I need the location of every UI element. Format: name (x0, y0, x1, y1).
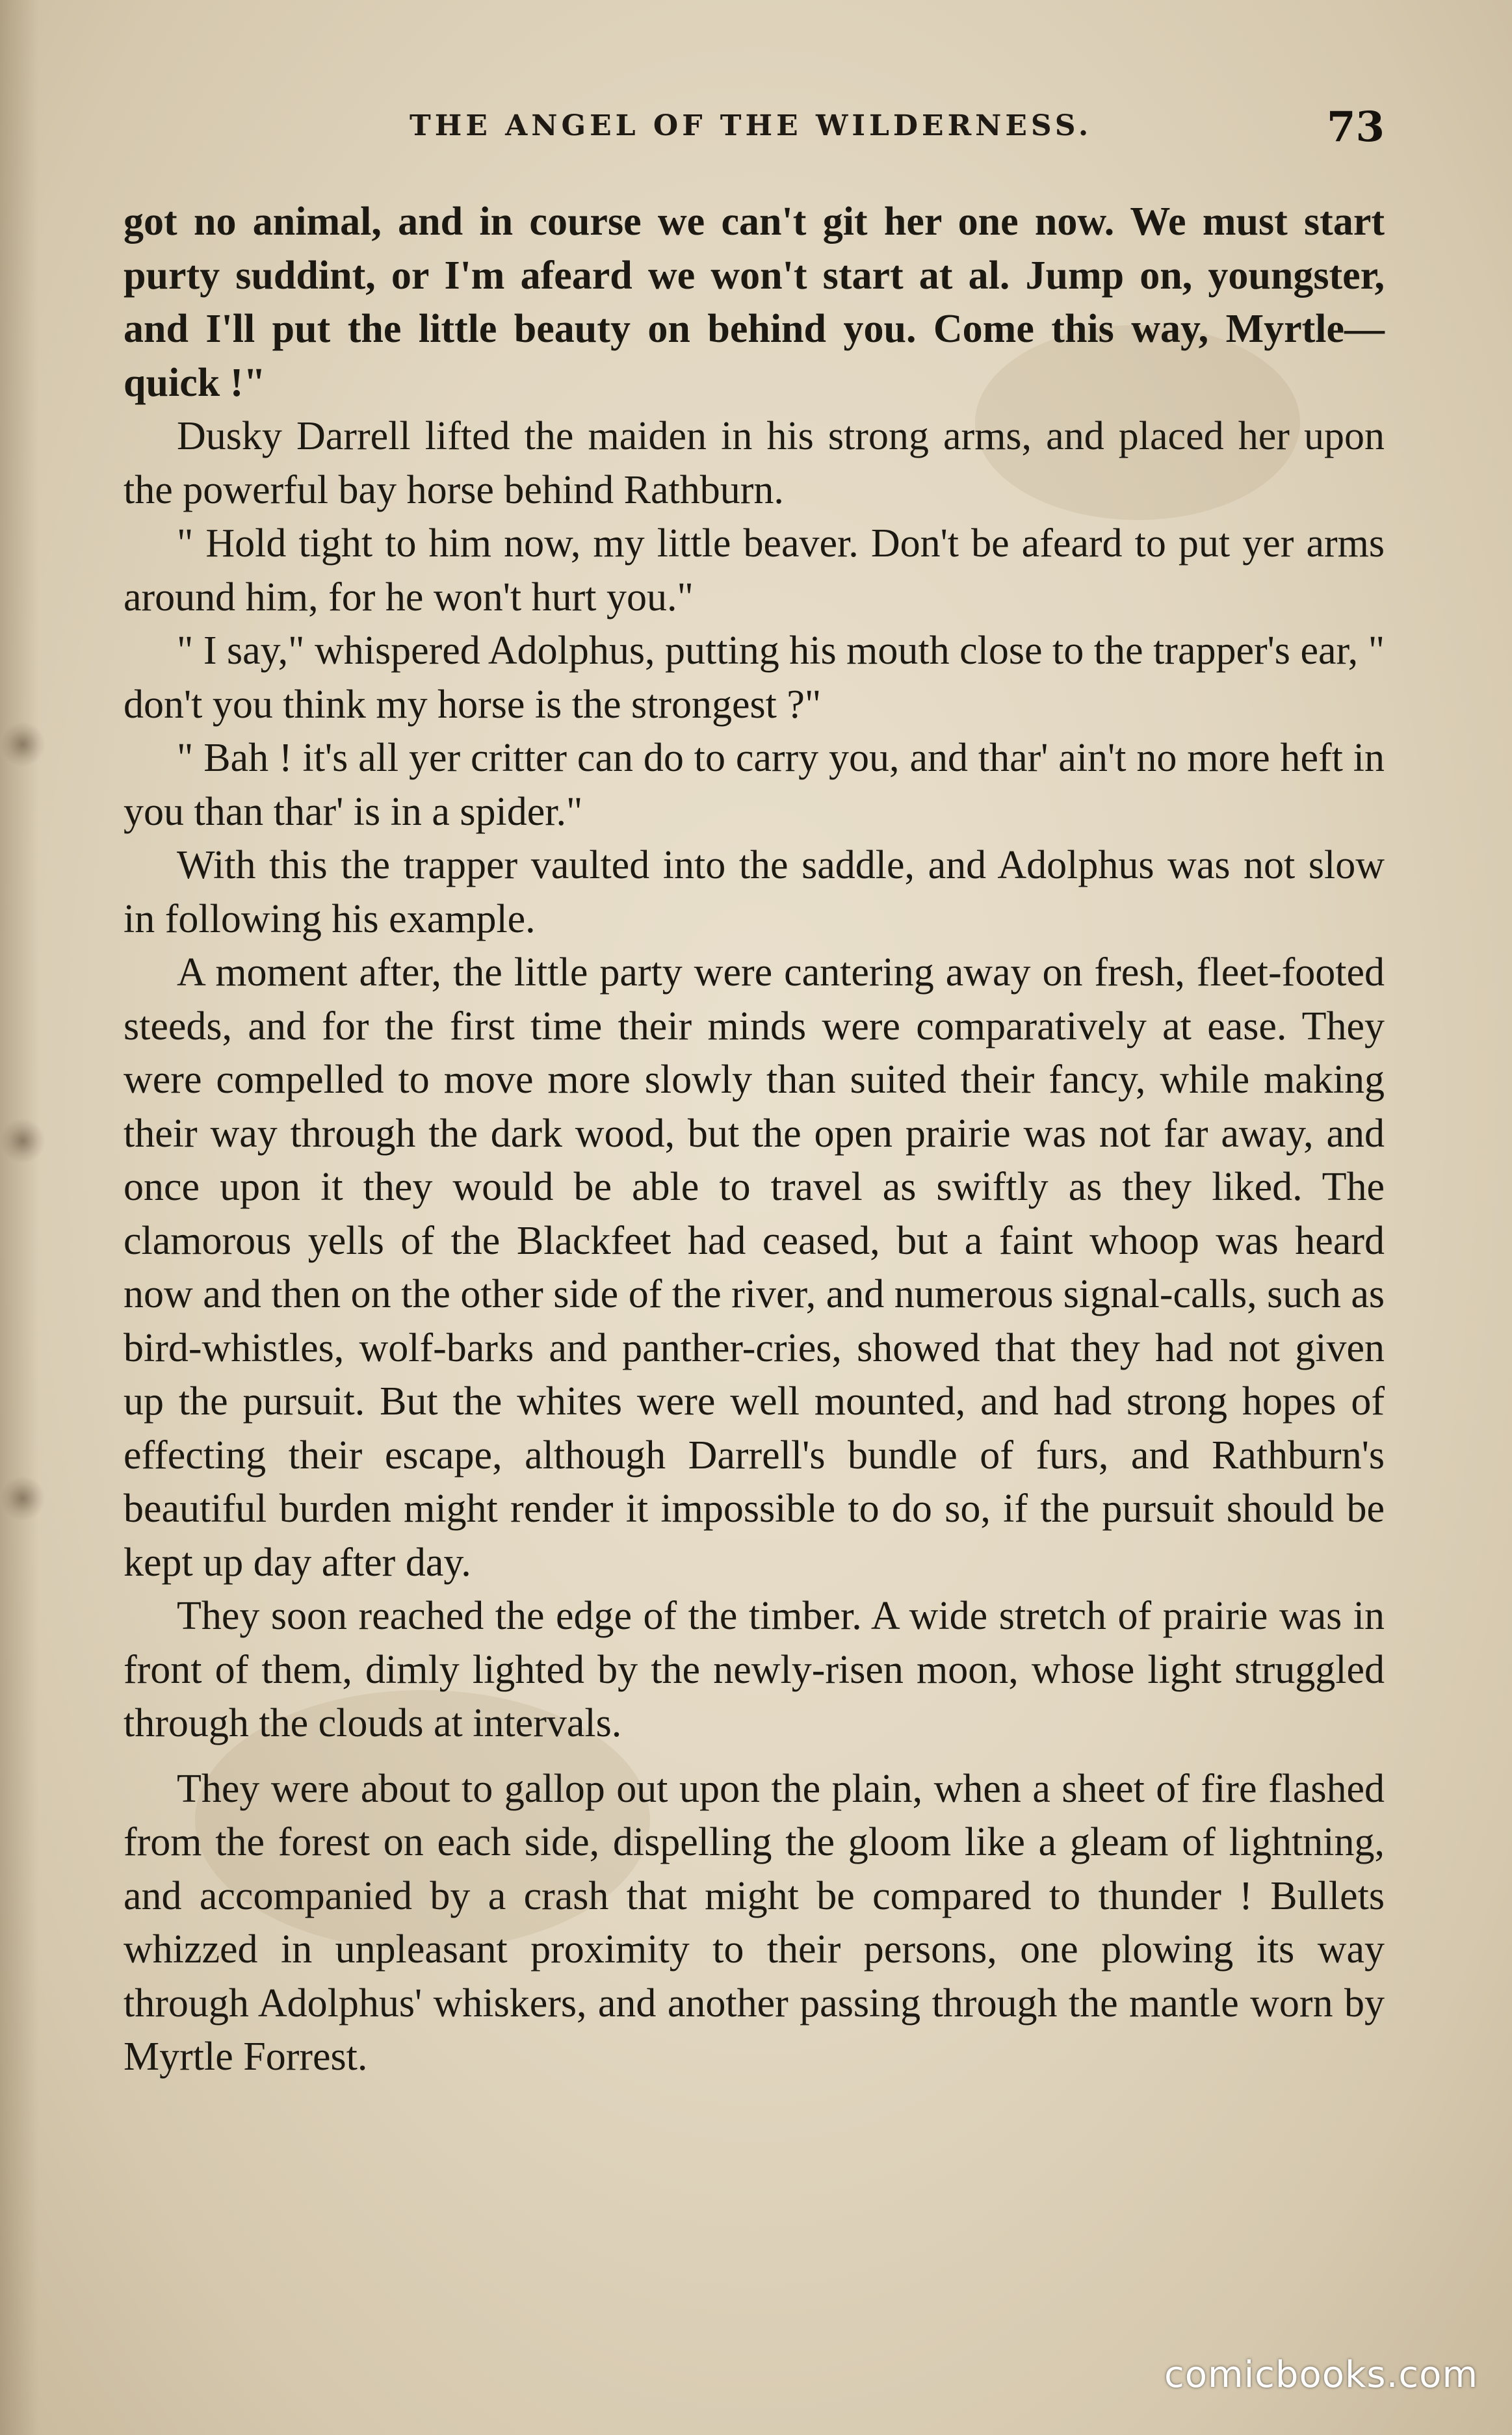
running-title: THE ANGEL OF THE WILDERNESS. (410, 109, 1093, 142)
paragraph: With this the trapper vaulted into the saddle, and Adolphus was not slow in following his example. (124, 843, 1385, 941)
paragraph: A moment after, the little party were cantering away on fresh, fleet-footed steeds, and for the first time their minds were comparatively at ease. They were compelled to move more slowly than suited their fancy, while making their way through the dark wood, but the open prairie was not far away, and once upon it they would be able to travel as swiftly as they liked. The clamorous yells of the Blackfeet had ceased, but a faint whoop was heard now and then on the other side of the river, and numerous signal-calls, such as bird-whistles, wolf-barks and panther-cries, showed that they had not given up the pursuit. But the whites were well mounted, and had strong hopes of effecting their escape, although Darrell's bundle of furs, and Rathburn's beautiful burden might render it impossible to do so, if the pursuit should be kept up day after day. (124, 950, 1385, 1585)
paragraph: " I say," whispered Adolphus, putting his mouth close to the trapper's ear, " don't you think my horse is the strongest ?" (124, 629, 1385, 727)
paragraph: " Hold tight to him now, my little beaver. Don't be afeard to put yer arms around him, for he won't hurt you." (124, 521, 1385, 619)
paragraph: They were about to gallop out upon the plain, when a sheet of fire flashed from the forest on each side, dispelling the gloom like a gleam of lightning, and accompanied by a crash that might be compared to thunder ! Bullets whizzed in unpleasant proximity to their persons, one plowing its way through Adolphus' whiskers, and another passing through the mantle worn by Myrtle Forrest. (124, 1766, 1385, 2079)
binding-hole-mark (0, 1118, 46, 1164)
page-number: 73 (1326, 103, 1385, 151)
page-edge-shadow (0, 0, 39, 2435)
paragraph: got no animal, and in course we can't git her one now. We must start purty suddint, or I'm afeard we won't start at al. Jump on, youngster, and I'll put the little beauty on behind you. Come this way, Myrtle—quick !" (124, 200, 1385, 405)
binding-hole-mark (0, 1476, 46, 1521)
binding-hole-mark (0, 722, 46, 767)
watermark: comicbooks.com (1164, 2354, 1478, 2396)
running-head (124, 103, 1385, 161)
paragraph: " Bah ! it's all yer critter can do to carry you, and thar' ain't no more heft in you than thar' is in a spider." (124, 736, 1385, 834)
paragraph: They soon reached the edge of the timber. A wide stretch of prairie was in front of them, dimly lighted by the newly-risen moon, whose light struggled through the clouds at intervals. (124, 1594, 1385, 1745)
paragraph: Dusky Darrell lifted the maiden in his strong arms, and placed her upon the powerful bay horse behind Rathburn. (124, 414, 1385, 512)
body-text (124, 195, 1385, 2084)
